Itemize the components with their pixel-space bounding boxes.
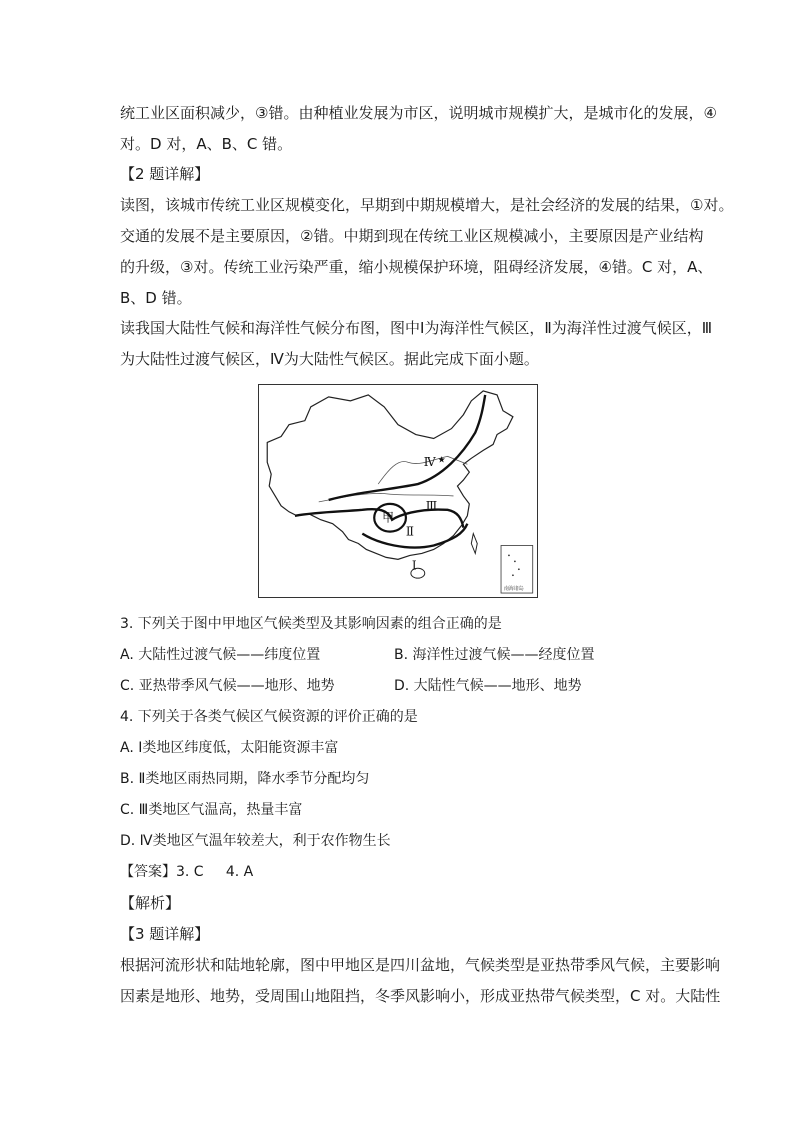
china-outline xyxy=(267,391,513,559)
text-line-5: 交通的发展不是主要原因，②错。中期到现在传统工业区规模减小，主要原因是产业结构 xyxy=(120,227,704,245)
question-4-stem: 4. 下列关于各类气候区气候资源的评价正确的是 xyxy=(120,709,418,725)
label-i: Ⅰ xyxy=(411,558,417,573)
label-iii: Ⅲ xyxy=(425,498,438,513)
taiwan-island xyxy=(471,534,477,554)
label-ii: Ⅱ xyxy=(405,524,415,539)
text-line-1: 统工业区面积减少，③错。由种植业发展为市区，说明城市规模扩大，是城市化的发展，④ xyxy=(120,104,717,122)
q4-option-b: B. Ⅱ类地区雨热同期，降水季节分配均匀 xyxy=(120,771,370,787)
inset-island xyxy=(514,560,516,562)
label-jia: 甲 xyxy=(382,510,395,525)
text-line-4: 读图，该城市传统工业区规模变化，早期到中期规模增大，是社会经济的发展的结果，①对。 xyxy=(120,196,734,214)
boundary-iii xyxy=(295,509,463,528)
text-line-9: 为大陆性过渡气候区，Ⅳ为大陆性气候区。据此完成下面小题。 xyxy=(120,350,539,368)
star-marker-icon: ★ xyxy=(437,455,446,466)
q4-option-c: C. Ⅲ类地区气温高，热量丰富 xyxy=(120,802,303,818)
label-iv: Ⅳ xyxy=(423,455,436,470)
q3-option-a: A. 大陆性过渡气候——纬度位置 xyxy=(120,647,321,663)
analysis-heading: 【解析】 xyxy=(120,894,181,912)
inset-island xyxy=(508,555,510,557)
q3-option-c: C. 亚热带季风气候——地形、地势 xyxy=(120,678,335,694)
question-3-stem: 3. 下列关于图中甲地区气候类型及其影响因素的组合正确的是 xyxy=(120,616,502,632)
answer-line: 【答案】3. C 4. A xyxy=(120,864,254,880)
text-line-8: 读我国大陆性气候和海洋性气候分布图，图中Ⅰ为海洋性气候区，Ⅱ为海洋性过渡气候区，Ⅲ xyxy=(120,319,713,337)
inset-island xyxy=(512,574,514,576)
detail-3-line-1: 根据河流形状和陆地轮廓，图中甲地区是四川盆地，气候类型是亚热带季风气候，主要影响 xyxy=(120,956,721,974)
inset-caption: 南海诸岛 xyxy=(504,586,524,593)
q4-option-d: D. Ⅳ类地区气温年较差大，利于农作物生长 xyxy=(120,833,391,849)
inset-island xyxy=(518,568,520,570)
boundary-iv xyxy=(329,395,486,500)
text-line-7: B、D 错。 xyxy=(120,289,192,307)
text-line-6: 的升级，③对。传统工业污染严重，缩小规模保护环境，阻碍经济发展，④错。C 对，A、 xyxy=(120,258,713,276)
china-climate-map xyxy=(259,385,537,597)
detail-3-heading: 【3 题详解】 xyxy=(120,925,210,943)
text-line-2: 对。D 对，A、B、C 错。 xyxy=(120,135,293,153)
climate-map-figure xyxy=(258,384,538,598)
q3-option-d: D. 大陆性气候——地形、地势 xyxy=(394,678,582,694)
detail-3-line-2: 因素是地形、地势，受周围山地阻挡，冬季风影响小，形成亚热带气候类型，C 对。大陆性 xyxy=(120,987,721,1005)
q3-option-b: B. 海洋性过渡气候——经度位置 xyxy=(394,647,595,663)
section-heading-q2: 【2 题详解】 xyxy=(120,165,210,183)
q4-option-a: A. Ⅰ类地区纬度低，太阳能资源丰富 xyxy=(120,740,339,756)
